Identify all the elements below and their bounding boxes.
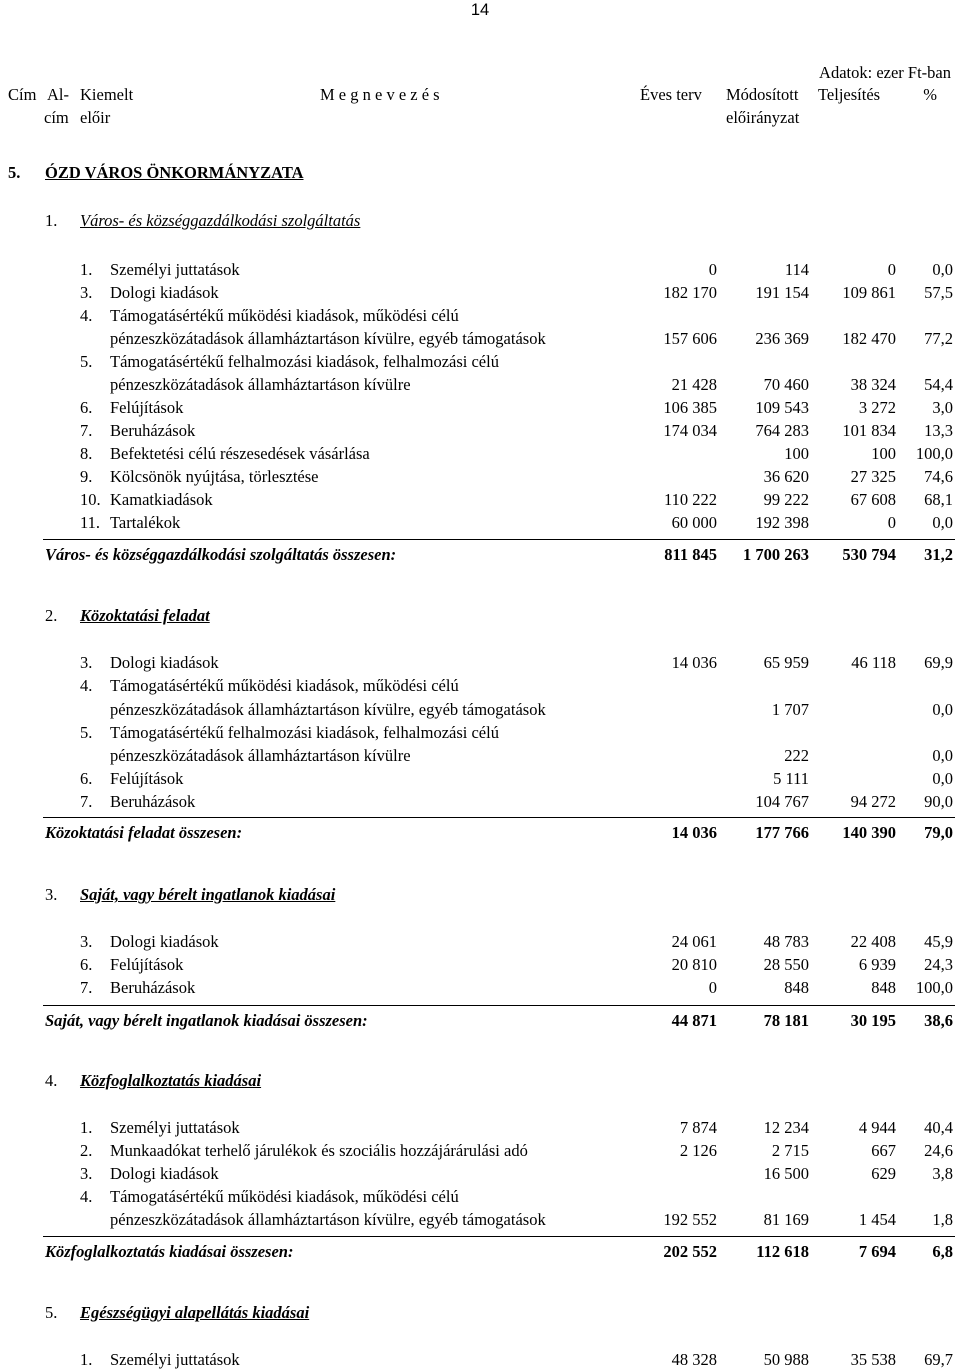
row-label: pénzeszközátadások államháztartáson kívülre, egyéb támogatások [110, 700, 546, 719]
row-label: Támogatásértékű működési kiadások, működési célú [110, 1187, 459, 1206]
cell-eves-terv: 174 034 [663, 421, 717, 440]
cell-teljesites: 100 [871, 444, 896, 463]
cell-modositott: 236 369 [755, 329, 809, 348]
row-number: 8. [80, 444, 93, 463]
cell-eves-terv: 21 428 [671, 375, 717, 394]
cell-percent: 40,4 [924, 1118, 953, 1137]
cell-modositott: 99 222 [763, 490, 809, 509]
row-number: 3. [80, 283, 93, 302]
row-number: 1. [80, 1118, 93, 1137]
total-label: Város- és községgazdálkodási szolgáltatás összesen: [45, 545, 397, 564]
section-number: 2. [45, 606, 58, 625]
cell-percent: 69,7 [924, 1350, 953, 1369]
cell-teljesites: 848 [871, 978, 896, 997]
cell-eves-terv: 7 874 [679, 1118, 717, 1137]
header-eves-terv: Éves terv [640, 85, 702, 104]
cell-modositott: 222 [784, 746, 809, 765]
cell-percent: 77,2 [924, 329, 953, 348]
cell-teljesites: 1 454 [858, 1210, 896, 1229]
row-number: 5. [80, 352, 93, 371]
cell-modositott: 109 543 [755, 398, 809, 417]
cell-teljesites: 38 324 [850, 375, 896, 394]
cell-percent: 0,0 [932, 513, 953, 532]
total-percent: 79,0 [924, 823, 953, 842]
header-alcim-1: Al- [47, 85, 69, 104]
cell-modositott: 12 234 [763, 1118, 809, 1137]
row-label: pénzeszközátadások államháztartáson kívülre, egyéb támogatások [110, 329, 546, 348]
cell-percent: 0,0 [932, 746, 953, 765]
cell-eves-terv: 157 606 [663, 329, 717, 348]
cell-modositott: 50 988 [763, 1350, 809, 1369]
cell-modositott: 16 500 [763, 1164, 809, 1183]
cell-percent: 24,3 [924, 955, 953, 974]
cell-percent: 74,6 [924, 467, 953, 486]
cell-percent: 100,0 [915, 978, 953, 997]
cell-modositott: 191 154 [755, 283, 809, 302]
total-label: Közfoglalkoztatás kiadásai összesen: [45, 1242, 294, 1261]
cell-percent: 90,0 [924, 792, 953, 811]
row-label: Beruházások [110, 792, 196, 811]
row-label: pénzeszközátadások államháztartáson kívülre [110, 746, 411, 765]
total-eves-terv: 14 036 [671, 823, 717, 842]
header-teljesites: Teljesítés [818, 85, 881, 104]
row-label: Felújítások [110, 955, 184, 974]
section-title: Közoktatási feladat [80, 606, 210, 625]
total-percent: 31,2 [924, 545, 953, 564]
cell-teljesites: 4 944 [858, 1118, 896, 1137]
cell-eves-terv: 48 328 [671, 1350, 717, 1369]
header-cim: Cím [8, 85, 37, 104]
row-label: Támogatásértékű működési kiadások, működési célú [110, 676, 459, 695]
row-label: Befektetési célú részesedések vásárlása [110, 444, 370, 463]
cell-eves-terv: 182 170 [663, 283, 717, 302]
cell-eves-terv: 2 126 [679, 1141, 717, 1160]
row-label: Támogatásértékű felhalmozási kiadások, felhalmozási célú [110, 723, 499, 742]
header-kiemelt-2: előir [80, 108, 111, 127]
cell-modositott: 764 283 [755, 421, 809, 440]
header-modositott-1: Módosított [726, 85, 799, 104]
section-number: 1. [45, 211, 58, 230]
cell-teljesites: 629 [871, 1164, 896, 1183]
section-number: 4. [45, 1071, 58, 1090]
row-label: Személyi juttatások [110, 1118, 240, 1137]
cell-modositott: 192 398 [755, 513, 809, 532]
header-modositott-2: előirányzat [726, 108, 800, 127]
row-label: Felújítások [110, 398, 184, 417]
row-number: 3. [80, 1164, 93, 1183]
row-label: Felújítások [110, 769, 184, 788]
total-eves-terv: 44 871 [671, 1011, 717, 1030]
total-teljesites: 530 794 [842, 545, 896, 564]
row-number: 1. [80, 260, 93, 279]
org-number: 5. [8, 163, 21, 182]
total-teljesites: 140 390 [842, 823, 896, 842]
cell-teljesites: 67 608 [850, 490, 896, 509]
row-number: 9. [80, 467, 93, 486]
cell-percent: 54,4 [924, 375, 953, 394]
cell-modositott: 65 959 [763, 653, 809, 672]
row-number: 4. [80, 676, 93, 695]
row-number: 4. [80, 306, 93, 325]
row-label: Támogatásértékű működési kiadások, működési célú [110, 306, 459, 325]
cell-teljesites: 0 [887, 513, 896, 532]
cell-percent: 3,8 [932, 1164, 953, 1183]
cell-modositott: 5 111 [773, 769, 809, 788]
cell-modositott: 81 169 [763, 1210, 809, 1229]
row-number: 3. [80, 653, 93, 672]
header-percent: % [923, 85, 937, 104]
total-percent: 38,6 [924, 1011, 953, 1030]
row-label: Személyi juttatások [110, 1350, 240, 1369]
cell-percent: 68,1 [924, 490, 953, 509]
row-number: 6. [80, 398, 93, 417]
total-eves-terv: 811 845 [664, 545, 717, 564]
row-number: 7. [80, 792, 93, 811]
cell-eves-terv: 14 036 [671, 653, 717, 672]
cell-teljesites: 109 861 [842, 283, 896, 302]
cell-modositott: 848 [784, 978, 809, 997]
cell-eves-terv: 24 061 [671, 932, 717, 951]
row-number: 3. [80, 932, 93, 951]
cell-teljesites: 46 118 [851, 653, 896, 672]
total-label: Közoktatási feladat összesen: [45, 823, 243, 842]
cell-modositott: 104 767 [755, 792, 809, 811]
row-label: Dologi kiadások [110, 1164, 219, 1183]
cell-modositott: 1 707 [771, 700, 809, 719]
section-number: 5. [45, 1303, 58, 1322]
cell-eves-terv: 106 385 [663, 398, 717, 417]
row-label: Beruházások [110, 978, 196, 997]
section-title: Közfoglalkoztatás kiadásai [80, 1071, 262, 1090]
row-label: Munkaadókat terhelő járulékok és szociális hozzájárárulási adó [110, 1141, 528, 1160]
cell-eves-terv: 20 810 [671, 955, 717, 974]
total-rule [43, 817, 955, 818]
header-alcim-2: cím [44, 108, 69, 127]
row-label: Dologi kiadások [110, 653, 219, 672]
total-modositott: 78 181 [763, 1011, 809, 1030]
cell-eves-terv: 60 000 [671, 513, 717, 532]
row-number: 10. [80, 490, 101, 509]
cell-teljesites: 6 939 [858, 955, 896, 974]
cell-modositott: 28 550 [763, 955, 809, 974]
total-modositott: 1 700 263 [743, 545, 809, 564]
header-kiemelt-1: Kiemelt [80, 85, 134, 104]
row-number: 6. [80, 769, 93, 788]
cell-modositott: 70 460 [763, 375, 809, 394]
cell-eves-terv: 0 [708, 978, 717, 997]
cell-percent: 24,6 [924, 1141, 953, 1160]
row-label: Dologi kiadások [110, 932, 219, 951]
cell-teljesites: 667 [871, 1141, 896, 1160]
total-rule [43, 1236, 955, 1237]
cell-percent: 0,0 [932, 700, 953, 719]
cell-modositott: 48 783 [763, 932, 809, 951]
cell-modositott: 114 [784, 260, 809, 279]
row-number: 4. [80, 1187, 93, 1206]
row-label: pénzeszközátadások államháztartáson kívülre, egyéb támogatások [110, 1210, 546, 1229]
row-label: Dologi kiadások [110, 283, 219, 302]
cell-teljesites: 0 [887, 260, 896, 279]
cell-eves-terv: 110 222 [663, 490, 717, 509]
cell-modositott: 2 715 [771, 1141, 809, 1160]
row-number: 7. [80, 978, 93, 997]
units-note: Adatok: ezer Ft-ban [819, 63, 951, 82]
total-rule [43, 539, 955, 540]
cell-teljesites: 182 470 [842, 329, 896, 348]
row-label: Kamatkiadások [110, 490, 213, 509]
total-modositott: 177 766 [755, 823, 809, 842]
section-title: Egészségügyi alapellátás kiadásai [80, 1303, 310, 1322]
cell-percent: 13,3 [924, 421, 953, 440]
cell-percent: 0,0 [932, 260, 953, 279]
cell-modositott: 100 [784, 444, 809, 463]
row-number: 1. [80, 1350, 93, 1369]
row-label: Személyi juttatások [110, 260, 240, 279]
cell-teljesites: 94 272 [850, 792, 896, 811]
cell-percent: 100,0 [915, 444, 953, 463]
total-modositott: 112 618 [756, 1242, 809, 1261]
total-eves-terv: 202 552 [663, 1242, 717, 1261]
row-number: 5. [80, 723, 93, 742]
cell-percent: 3,0 [932, 398, 953, 417]
cell-teljesites: 101 834 [842, 421, 896, 440]
org-name: ÓZD VÁROS ÖNKORMÁNYZATA [45, 163, 304, 182]
row-number: 2. [80, 1141, 93, 1160]
cell-modositott: 36 620 [763, 467, 809, 486]
cell-eves-terv: 0 [708, 260, 717, 279]
section-number: 3. [45, 885, 58, 904]
cell-teljesites: 35 538 [850, 1350, 896, 1369]
row-label: pénzeszközátadások államháztartáson kívülre [110, 375, 411, 394]
row-label: Tartalékok [110, 513, 181, 532]
header-megnevezes: M e g n e v e z é s [320, 85, 440, 104]
section-title: Város- és községgazdálkodási szolgáltatás [80, 211, 361, 230]
cell-eves-terv: 192 552 [663, 1210, 717, 1229]
total-percent: 6,8 [932, 1242, 953, 1261]
total-teljesites: 30 195 [850, 1011, 896, 1030]
row-label: Támogatásértékű felhalmozási kiadások, felhalmozási célú [110, 352, 499, 371]
cell-percent: 69,9 [924, 653, 953, 672]
page-number: 14 [470, 1, 490, 19]
row-number: 7. [80, 421, 93, 440]
row-label: Beruházások [110, 421, 196, 440]
cell-percent: 45,9 [924, 932, 953, 951]
cell-percent: 0,0 [932, 769, 953, 788]
row-number: 6. [80, 955, 93, 974]
total-label: Saját, vagy bérelt ingatlanok kiadásai összesen: [45, 1011, 368, 1030]
row-label: Kölcsönök nyújtása, törlesztése [110, 467, 319, 486]
cell-teljesites: 22 408 [850, 932, 896, 951]
cell-teljesites: 3 272 [858, 398, 896, 417]
row-number: 11. [80, 513, 101, 532]
cell-teljesites: 27 325 [850, 467, 896, 486]
total-rule [43, 1005, 955, 1006]
total-teljesites: 7 694 [858, 1242, 896, 1261]
cell-percent: 57,5 [924, 283, 953, 302]
section-title: Saját, vagy bérelt ingatlanok kiadásai [80, 885, 336, 904]
cell-percent: 1,8 [932, 1210, 953, 1229]
